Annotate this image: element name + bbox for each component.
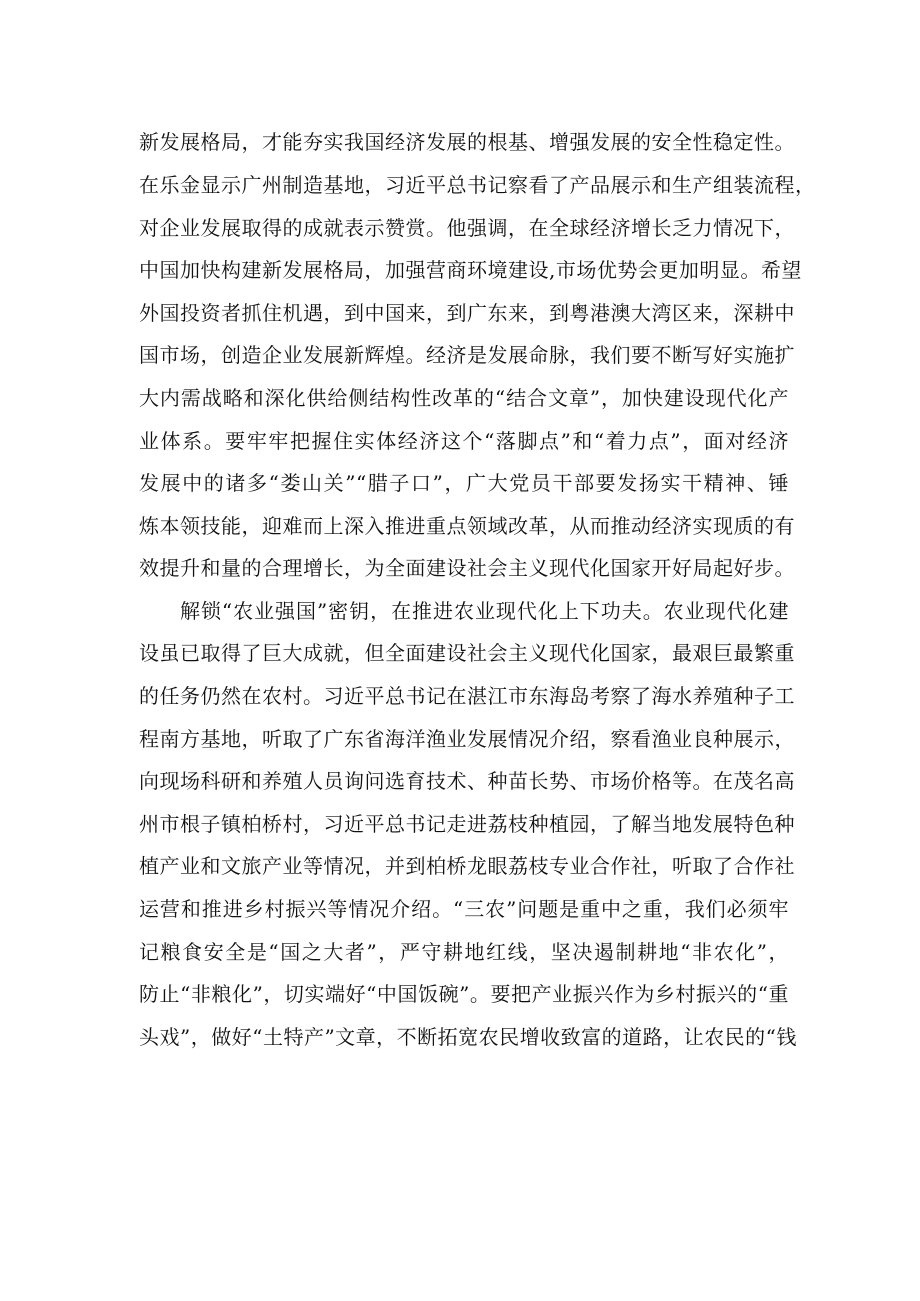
text-line: 外国投资者抓住机遇，到中国来，到广东来，到粤港澳大湾区来，深耕中: [139, 301, 795, 325]
text-line: 植产业和文旅产业等情况，并到柏桥龙眼荔枝专业合作社，听取了合作社: [139, 854, 795, 878]
text-line: 对企业发展取得的成就表示赞赏。他强调，在全球经济增长乏力情况下，: [139, 216, 795, 240]
text-line: 州市根子镇柏桥村，习近平总书记走进荔枝种植园，了解当地发展特色种: [139, 812, 795, 836]
text-line: 防止“非粮化”，切实端好“中国饭碗”。要把产业振兴作为乡村振兴的“重: [139, 982, 789, 1006]
text-line: 大内需战略和深化供给侧结构性改革的“结合文章”，加快建设现代化产: [139, 386, 789, 410]
text-line: 向现场科研和养殖人员询问选育技术、种苗长势、市场价格等。在茂名高: [139, 769, 795, 793]
text-line: 的任务仍然在农村。习近平总书记在湛江市东海岛考察了海水养殖种子工: [139, 684, 795, 708]
text-line: 程南方基地，听取了广东省海洋渔业发展情况介绍，察看渔业良种展示，: [139, 727, 795, 751]
text-line: 头戏”，做好“土特产”文章，不断拓宽农民增收致富的道路，让农民的“钱: [139, 1025, 797, 1049]
text-line: 发展中的诸多“娄山关”“腊子口”，广大党员干部要发扬实干精神、锤: [139, 471, 789, 495]
text-line: 新发展格局，才能夯实我国经济发展的根基、增强发展的安全性稳定性。: [139, 130, 795, 154]
text-line: 效提升和量的合理增长，为全面建设社会主义现代化国家开好局起好步。: [139, 556, 795, 580]
text-line: 中国加快构建新发展格局，加强营商环境建设,市场优势会更加明显。希望: [139, 258, 802, 282]
text-line: 记粮食安全是“国之大者”，严守耕地红线，坚决遏制耕地“非农化”，: [139, 940, 789, 964]
text-line: 在乐金显示广州制造基地，习近平总书记察看了产品展示和生产组装流程，: [139, 173, 816, 197]
text-line: 业体系。要牢牢把握住实体经济这个“落脚点”和“着力点”，面对经济: [139, 429, 789, 453]
text-line: 炼本领技能，迎难而上深入推进重点领域改革，从而推动经济实现质的有: [139, 514, 795, 538]
text-line: 运营和推进乡村振兴等情况介绍。“三农”问题是重中之重，我们必须牢: [139, 897, 789, 921]
text-line: 设虽已取得了巨大成就，但全面建设社会主义现代化国家，最艰巨最繁重: [139, 641, 795, 665]
paragraph-start-line: 解锁“农业强国”密钥，在推进农业现代化上下功夫。农业现代化建: [180, 599, 789, 623]
text-line: 国市场，创造企业发展新辉煌。经济是发展命脉，我们要不断写好实施扩: [139, 343, 795, 367]
